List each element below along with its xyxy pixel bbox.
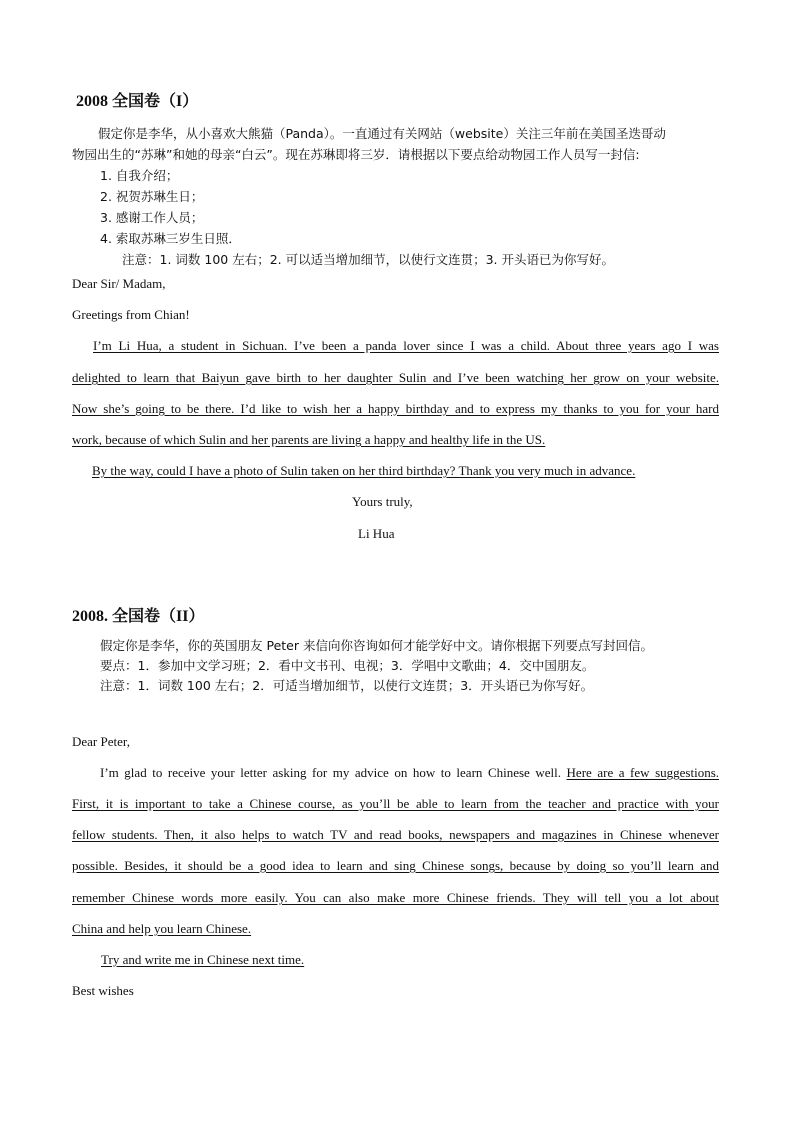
section2-body-line-1-plain: I’m glad to receive your letter asking for my advice on how to learn Chinese well. [100,765,567,780]
section1-salutation: Dear Sir/ Madam, [72,276,166,291]
section2-points: 要点：1．参加中文学习班；2．看中文书刊、电视；3．学唱中文歌曲；4．交中国朋友。 [100,658,595,673]
section2-ending: Try and write me in Chinese next time. [101,952,305,967]
section1-prompt-line-1: 假定你是李华，从小喜欢大熊猫（Panda）。一直通过有关网站（website）关注三年前在美国圣迭哥动 [98,126,666,141]
section1-body-line-1: I’m Li Hua, a student in Sichuan. I’ve been a panda lover since I was a child. About three years ago I was [93,338,719,353]
section1-point-2: 2. 祝贺苏琳生日； [100,189,204,204]
section1-note: 注意：1. 词数 100 左右；2. 可以适当增加细节，以使行文连贯；3. 开头语已为你写好。 [122,252,615,267]
section2-body-line-5: remember Chinese words more easily. You can also make more Chinese friends. They will tell you a lot about [72,890,719,905]
section1-greeting: Greetings from Chian! [72,307,190,322]
section2-body-line-6: China and help you learn Chinese. [72,921,252,936]
section2-closing: Best wishes [72,983,134,998]
section1-closing: Yours truly, [352,494,413,509]
section2-prompt: 假定你是李华，你的英国朋友 Peter 来信向你咨询如何才能学好中文。请你根据下列要点写封回信。 [100,638,653,653]
section2-body-line-3: fellow students. Then, it also helps to watch TV and read books, newspapers and magazines in Chinese whenever [72,827,719,842]
section2-body-line-2: First, it is important to take a Chinese course, as you’ll be able to learn from the teacher and practice with your [72,796,719,811]
section1-body-line-4: work, because of which Sulin and her parents are living a happy and healthy life in the US. [72,432,546,447]
section1-point-3: 3. 感谢工作人员； [100,210,204,225]
section1-body-line-3: Now she’s going to be there. I’d like to wish her a happy birthday and to express my thanks to you for your hard [72,401,719,416]
section1-prompt-line-2: 物园出生的“苏琳”和她的母亲“白云”。现在苏琳即将三岁．请根据以下要点给动物园工作人员写一封信: [72,147,640,162]
section1-point-1: 1. 自我介绍； [100,168,179,183]
section1-signature: Li Hua [358,526,395,541]
section2-body-line-4: possible. Besides, it should be a good idea to learn and sing Chinese songs, because by doing so you’ll learn and [72,858,719,873]
section1-body-line-2: delighted to learn that Baiyun gave birth to her daughter Sulin and I’ve been watching her grow on your website. [72,370,719,385]
section1-title: 2008 全国卷（I） [76,93,199,110]
section2-body-line-1 [100,765,719,781]
section2-salutation: Dear Peter, [72,734,130,749]
section1-point-4: 4. 索取苏琳三岁生日照． [100,231,241,246]
section1-body-line-5: By the way, could I have a photo of Sulin taken on her third birthday? Thank you very much in advance. [92,463,636,478]
section2-note: 注意：1．词数 100 左右；2．可适当增加细节，以使行文连贯；3．开头语已为你写好。 [100,678,594,693]
section2-title: 2008. 全国卷（II） [72,608,205,625]
section2-body-line-1-underlined: Here are a few suggestions. [566,765,719,780]
